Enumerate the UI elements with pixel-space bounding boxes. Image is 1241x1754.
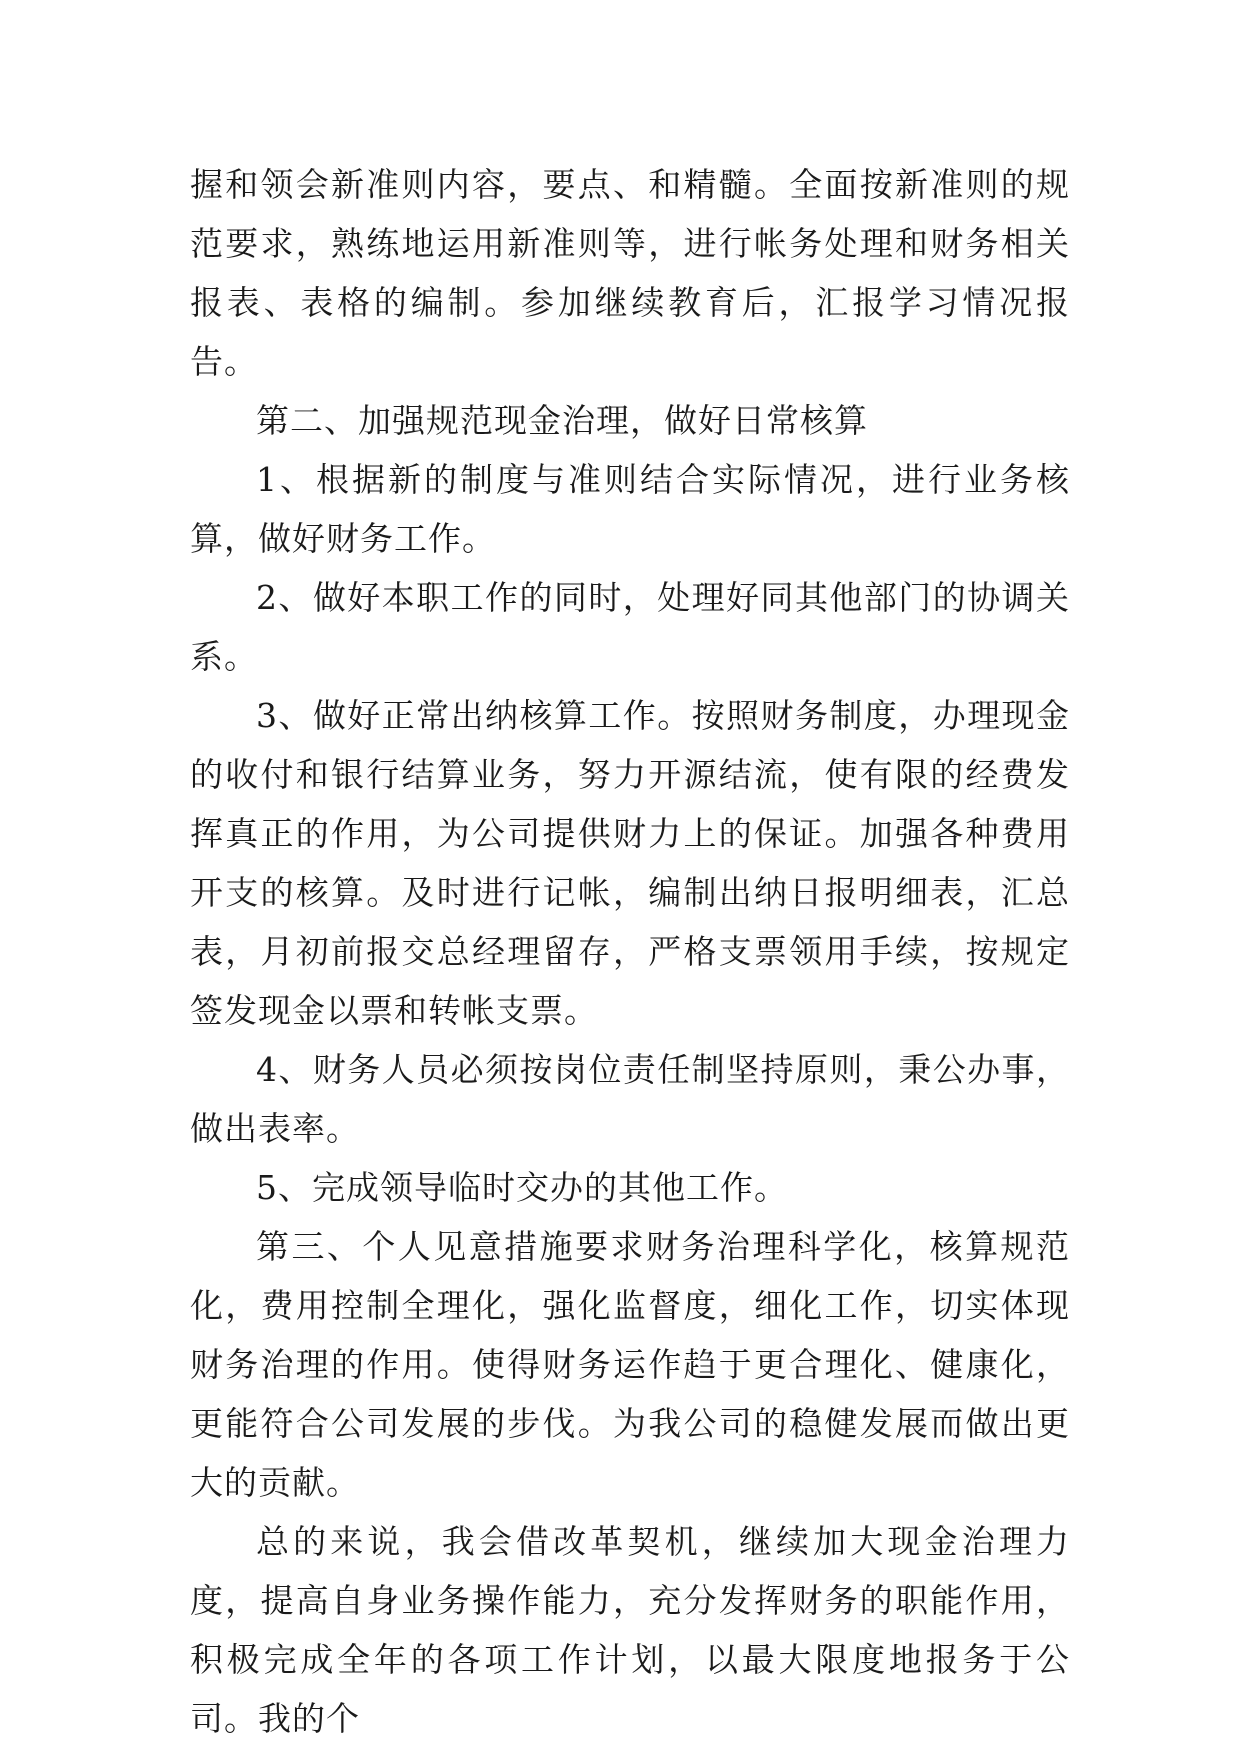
summary-paragraph: 总的来说，我会借改革契机，继续加大现金治理力度，提高自身业务操作能力，充分发挥财务的职能作用，积极完成全年的各项工作计划，以最大限度地报务于公司。我的个 [190, 1522, 1070, 1738]
list-item-3: 3、做好正常出纳核算工作。按照财务制度，办理现金的收付和银行结算业务，努力开源结流，使有限的经费发挥真正的作用，为公司提供财力上的保证。加强各种费用开支的核算。及时进行记帐，编制出纳日报明细表，汇总表，月初前报交总经理留存，严格支票领用手续，按规定签发现金以票和转帐支票。 [190, 696, 1070, 1030]
list-item-1: 1、根据新的制度与准则结合实际情况，进行业务核算，做好财务工作。 [190, 460, 1070, 558]
list-item-4: 4、财务人员必须按岗位责任制坚持原则，秉公办事，做出表率。 [190, 1050, 1070, 1148]
list-item-2: 2、做好本职工作的同时，处理好同其他部门的协调关系。 [190, 578, 1070, 676]
list-item-5: 5、完成领导临时交办的其他工作。 [256, 1168, 788, 1207]
paragraph-continuation: 握和领会新准则内容，要点、和精髓。全面按新准则的规范要求，熟练地运用新准则等，进行帐务处理和财务相关报表、表格的编制。参加继续教育后，汇报学习情况报告。 [190, 165, 1070, 381]
section-heading-2: 第二、加强规范现金治理，做好日常核算 [256, 401, 868, 440]
document-body [190, 155, 1070, 1748]
section-heading-3: 第三、个人见意措施要求财务治理科学化，核算规范化，费用控制全理化，强化监督度，细化工作，切实体现财务治理的作用。使得财务运作趋于更合理化、健康化，更能符合公司发展的步伐。为我公司的稳健发展而做出更大的贡献。 [190, 1227, 1070, 1502]
